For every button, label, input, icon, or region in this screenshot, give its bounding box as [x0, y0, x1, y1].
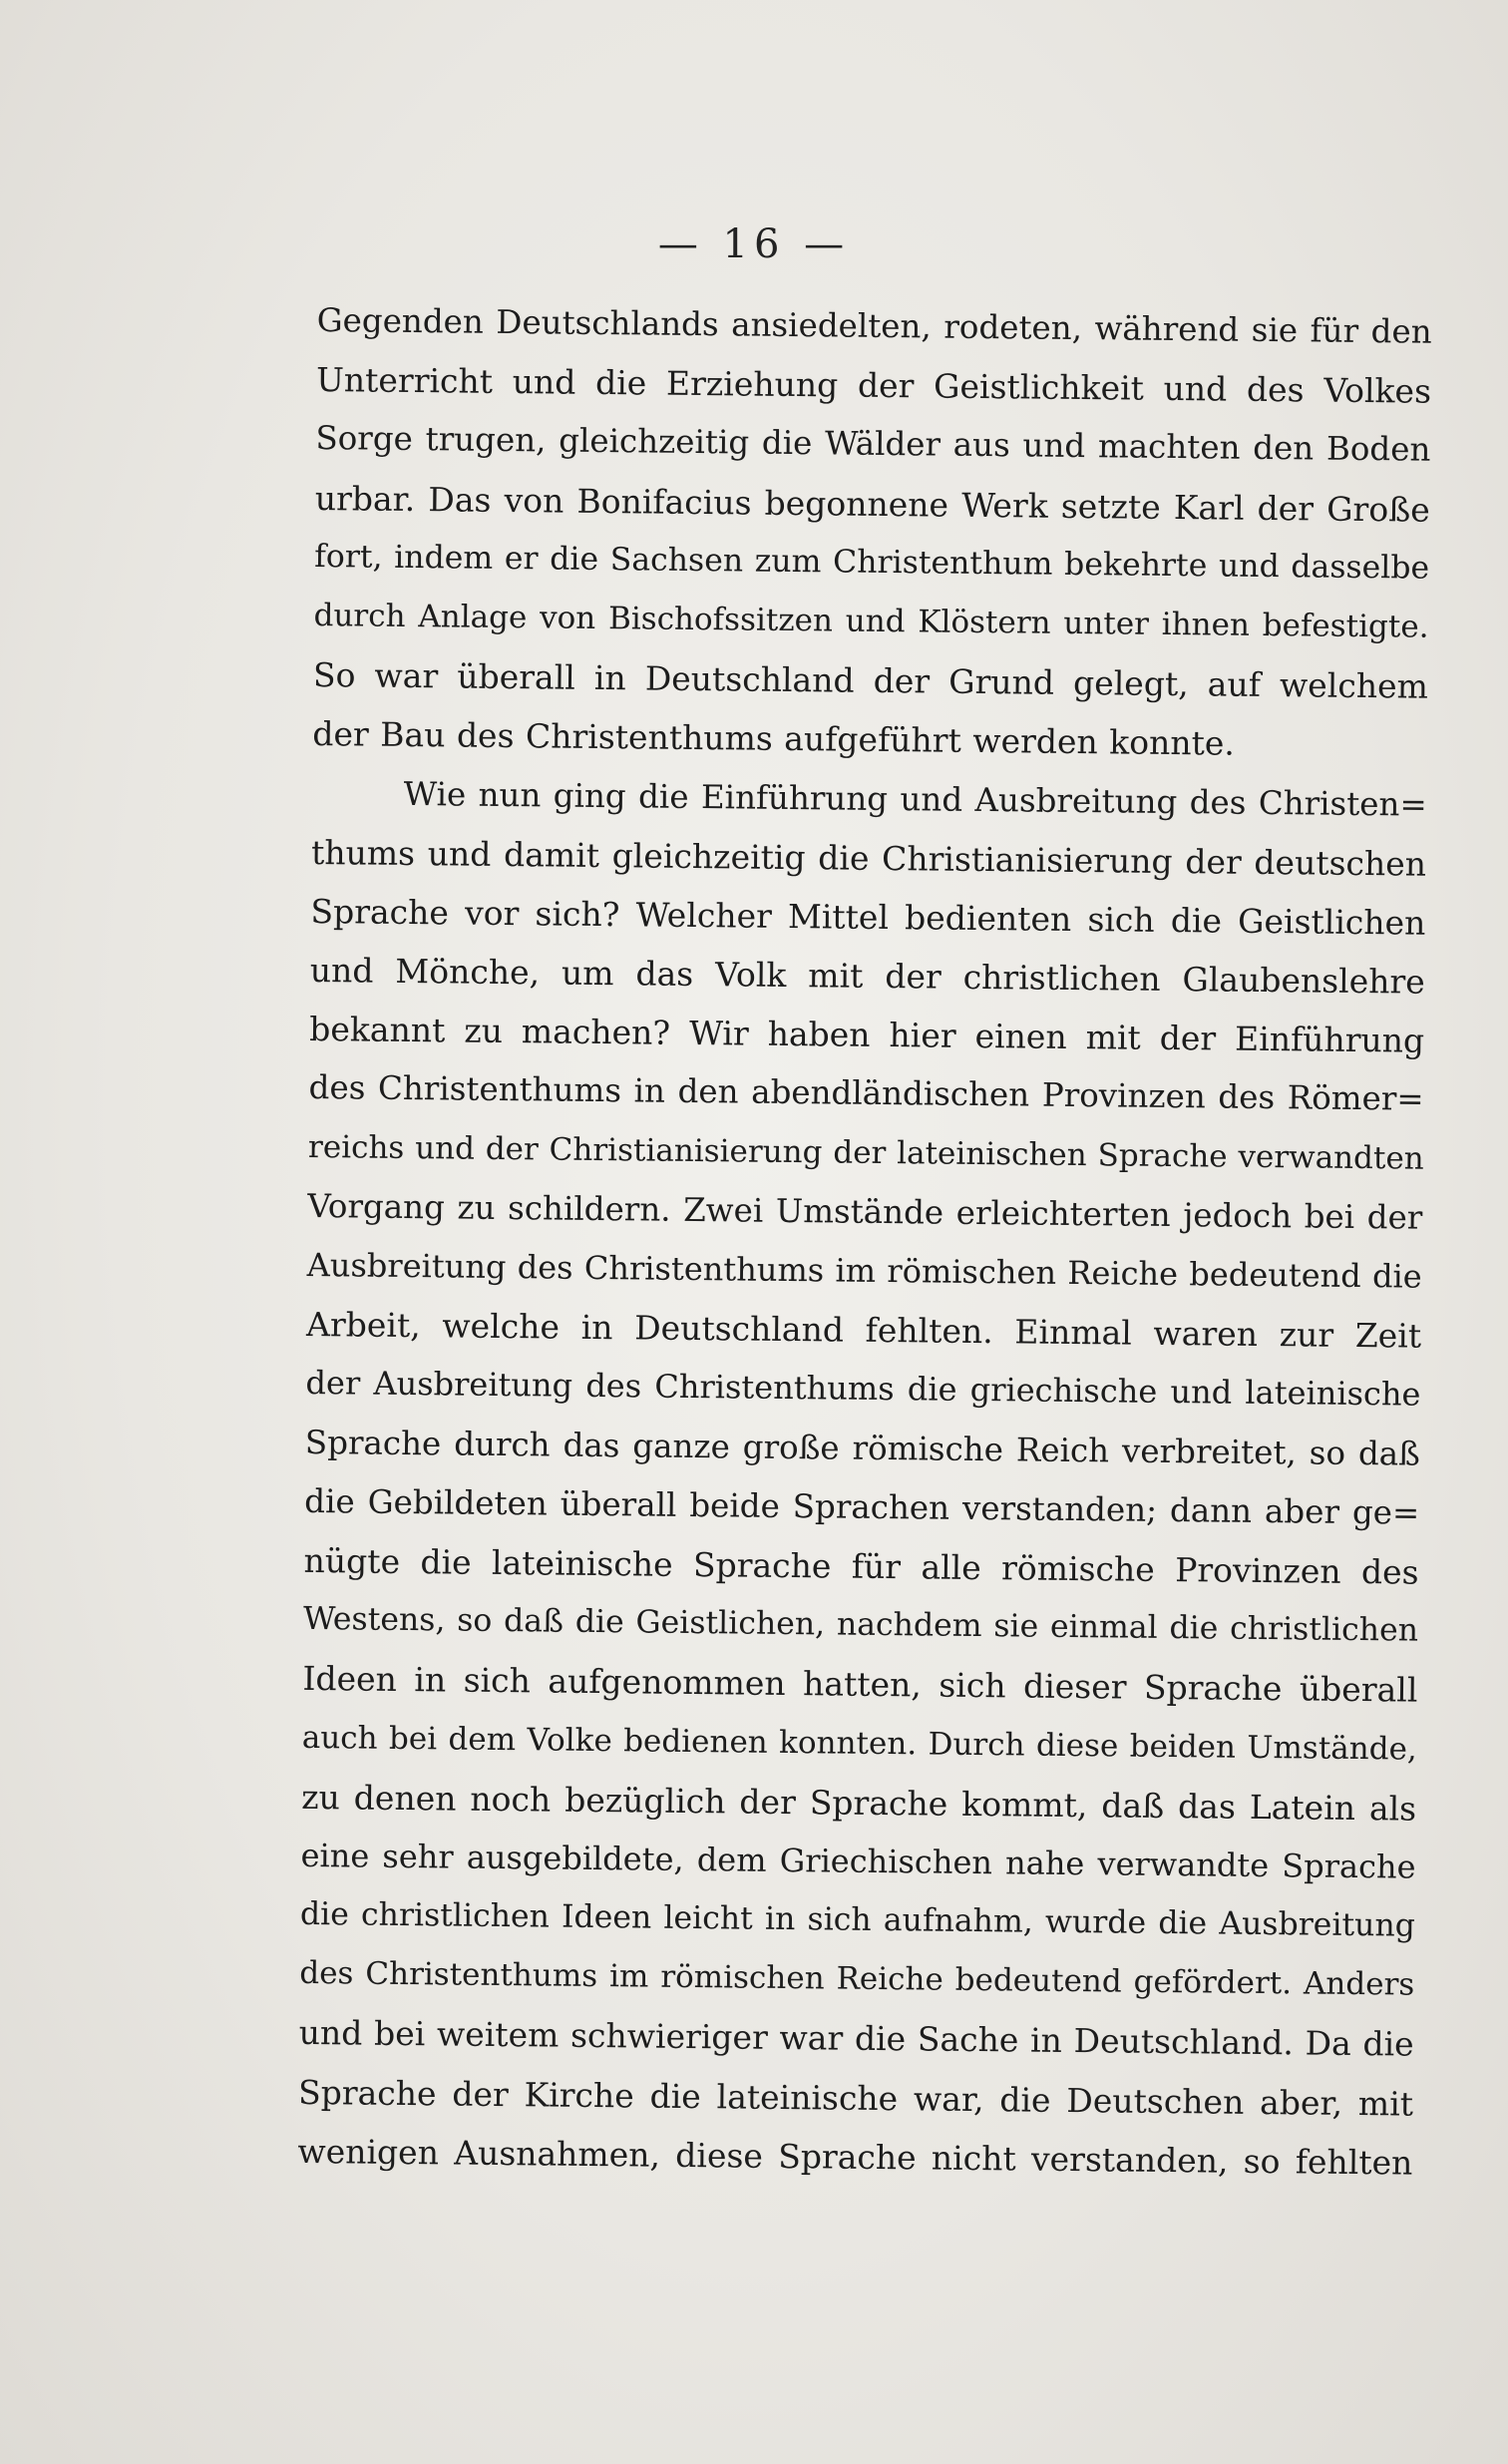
text-line: Arbeit, welche in Deutschland fehlten. Einmal waren zur Zeit — [305, 1305, 1422, 1356]
text-line: Westens, so daß die Geistlichen, nachdem sie einmal die christlichen — [302, 1601, 1419, 1649]
text-line: reichs und der Christianisierung der lateinischen Sprache verwandten — [307, 1128, 1424, 1177]
text-line: So war überall in Deutschland der Grund gelegt, auf welchem — [312, 655, 1429, 706]
page-number: — 16 — — [657, 221, 851, 267]
text-line: die christlichen Ideen leicht in sich aufnahm, wurde die Ausbreitung — [299, 1895, 1416, 1944]
text-line: Sprache durch das ganze große römische Reich verbreitet, so daß — [304, 1423, 1421, 1473]
text-line: fort, indem er die Sachsen zum Christenthum bekehrte und dasselbe — [314, 538, 1430, 587]
text-line: auch bei dem Volke bedienen konnten. Durch diese beiden Umstände, — [301, 1719, 1417, 1768]
text-line: Ausbreitung des Christenthums im römischen Reiche bedeutend die — [306, 1245, 1422, 1296]
text-line: des Christenthums in den abendländischen Provinzen des Römer= — [308, 1068, 1424, 1119]
text-line: zu denen noch bezüglich der Sprache kommt, daß das Latein als — [300, 1777, 1417, 1829]
text-line: eine sehr ausgebildete, dem Griechischen nahe verwandte Sprache — [300, 1836, 1416, 1886]
text-line: Vorgang zu schildern. Zwei Umstände erleichterten jedoch bei der — [307, 1186, 1423, 1237]
text-line: Ideen in sich aufgenommen hatten, sich dieser Sprache überall — [302, 1659, 1418, 1710]
text-line: und bei weitem schwieriger war die Sache in Deutschland. Da die — [298, 2013, 1414, 2065]
text-line: nügte die lateinische Sprache für alle römische Provinzen des — [303, 1540, 1419, 1592]
text-line: Wie nun ging die Einführung und Ausbreitung des Christen= — [403, 774, 1427, 824]
text-line: urbar. Das von Bonifacius begonnene Werk setzte Karl der Große — [314, 478, 1430, 530]
text-line: Sprache vor sich? Welcher Mittel bedienten sich die Geistlichen — [310, 891, 1426, 943]
text-line: bekannt zu machen? Wir haben hier einen mit der Einführung — [309, 1010, 1425, 1060]
text-line: wenigen Ausnahmen, diese Sprache nicht verstanden, so fehlten — [297, 2131, 1413, 2183]
text-line: Sorge trugen, gleichzeitig die Wälder aus und machten den Boden — [315, 419, 1431, 470]
text-line: der Ausbreitung des Christenthums die griechische und lateinische — [305, 1364, 1421, 1415]
text-line: thums und damit gleichzeitig die Christianisierung der deutschen — [310, 832, 1427, 884]
text-line: Gegenden Deutschlands ansiedelten, rodeten, während sie für den — [316, 300, 1432, 351]
text-line: der Bau des Christenthums aufgeführt werden konnte. — [312, 714, 1236, 763]
text-line: die Gebildeten überall beide Sprachen verstanden; dann aber ge= — [304, 1481, 1420, 1532]
text-line: Sprache der Kirche die lateinische war, die Deutschen aber, mit — [297, 2072, 1414, 2124]
text-line: und Mönche, um das Volk mit der christlichen Glaubenslehre — [309, 951, 1426, 1002]
body-text — [297, 291, 1432, 2193]
text-line: des Christenthums im römischen Reiche bedeutend gefördert. Anders — [299, 1955, 1415, 2003]
text-line: Unterricht und die Erziehung der Geistlichkeit und des Volkes — [315, 360, 1432, 411]
text-line: durch Anlage von Bischofssitzen und Klöstern unter ihnen befestigte. — [313, 597, 1429, 645]
